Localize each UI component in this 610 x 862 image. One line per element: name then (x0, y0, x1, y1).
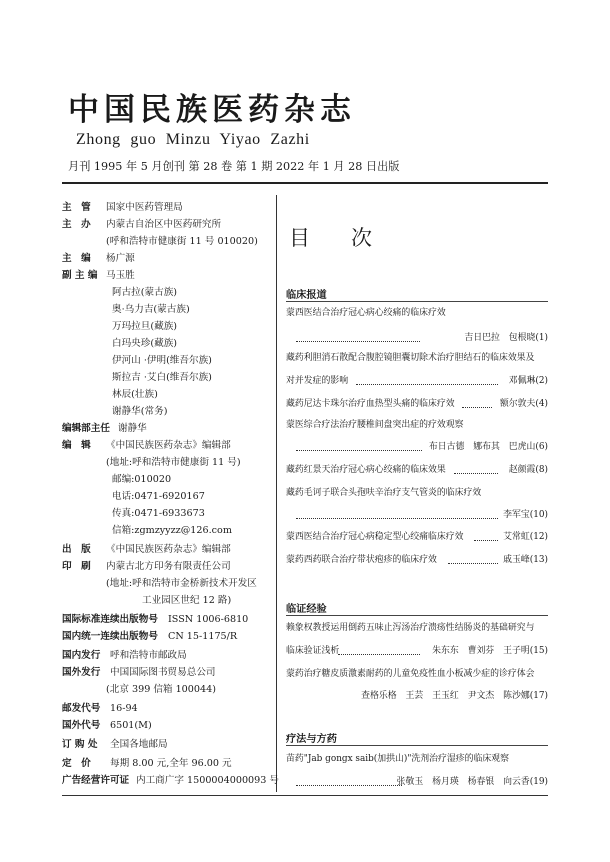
postal-code: 16-94 (110, 703, 138, 714)
section-heading: 疗法与方药 (286, 733, 337, 745)
toc-entry-title[interactable]: 蒙医综合疗法治疗腰椎间盘突出症的疗效观察 (286, 420, 464, 430)
subscribe: 全国各地邮局 (110, 739, 168, 750)
toc-entry-title[interactable]: 藏药红景天治疗冠心病心绞痛的临床效果 (286, 465, 446, 475)
deputy-editor: 马玉胜 (106, 270, 135, 281)
edit-address: (地址:呼和浩特市健康街 11 号) (106, 457, 241, 468)
toc-entry-authors: 额尔敦夫(4) (499, 399, 548, 409)
printer-address: 工业园区世纪 12 路) (142, 595, 232, 606)
footer-divider (62, 795, 548, 796)
edit-org: 《中国民族医药杂志》编辑部 (106, 440, 231, 451)
deputy-editor: 阿古拉(蒙古族) (112, 287, 178, 298)
printer-address: (地址:呼和浩特市金桥新技术开发区 (106, 578, 257, 589)
column-divider (276, 195, 277, 792)
section-rule (286, 615, 548, 616)
toc-entry-title-cont[interactable]: 对并发症的影响 (286, 376, 349, 386)
price: 每期 8.00 元,全年 96.00 元 (110, 758, 232, 769)
supervisor: 国家中医药管理局 (106, 202, 183, 213)
domestic-distribution: 呼和浩特市邮政局 (110, 650, 187, 661)
leader-dots (296, 785, 402, 786)
section-heading: 临证经验 (286, 603, 327, 615)
leader-dots (296, 341, 420, 342)
domestic-distribution-label: 国内发行 (62, 650, 101, 661)
toc-entry-title[interactable]: 赖象权教授运用倒药五味止泻汤治疗溃疡性结肠炎的基础研究与 (286, 623, 535, 633)
foreign-code: 6501(M) (110, 720, 152, 731)
issn-label: 国际标准连续出版物号 (62, 614, 158, 625)
publisher-label: 出 版 (62, 544, 91, 555)
editor: 杨广源 (106, 253, 135, 264)
toc-entry-title[interactable]: 藏药尼达卡珠尔治疗血热型头痛的临床疗效 (286, 399, 455, 409)
toc-entry-title-cont[interactable]: 临床验证浅析 (286, 646, 340, 656)
leader-dots (448, 563, 498, 564)
journal-title-en: Zhong guo Minzu Yiyao Zazhi (76, 131, 310, 148)
cn-number: CN 15-1175/R (168, 631, 238, 642)
header-divider (62, 182, 548, 184)
editor-label: 主 编 (62, 253, 91, 264)
toc-entry-authors: 艾常虹(12) (503, 532, 548, 542)
journal-title-cn: 中国民族医药杂志 (68, 92, 356, 128)
issn: ISSN 1006-6810 (168, 614, 249, 625)
toc-entry-authors: 赵颜霞(8) (508, 465, 548, 475)
section-rule (286, 301, 548, 302)
sponsor-address: (呼和浩特市健康街 11 号 010020) (106, 236, 258, 247)
price-label: 定 价 (62, 758, 91, 769)
toc-entry-authors: 查格乐格 王芸 王玉红 尹文杰 陈沙娜(17) (361, 691, 548, 701)
deputy-editor: 斯拉吉 ·艾白(维吾尔族) (112, 372, 212, 383)
leader-dots (356, 384, 498, 385)
supervisor-label: 主 管 (62, 202, 91, 213)
leader-dots (338, 654, 420, 655)
toc-entry-title[interactable]: 藏药利胆消石散配合腹腔镜胆囊切除术治疗胆结石的临床效果及 (286, 353, 535, 363)
leader-dots (474, 540, 498, 541)
ad-license: 内工商广字 1500004000093 号 (136, 775, 280, 786)
phone: 电话:0471-6920167 (112, 491, 205, 502)
leader-dots (454, 473, 498, 474)
deputy-editor: 林辰(壮族) (112, 389, 158, 400)
office-director-label: 编辑部主任 (62, 423, 110, 434)
fax: 传真:0471-6933673 (112, 508, 205, 519)
ad-license-label: 广告经营许可证 (62, 775, 130, 786)
cn-label: 国内统一连续出版物号 (62, 631, 158, 642)
toc-entry-title[interactable]: 苗药"Jab gongx saib(加拱山)"洗剂治疗湿疹的临床观察 (286, 754, 510, 764)
toc-entry-title[interactable]: 藏药毛诃子联合头孢呋辛治疗支气管炎的临床疗效 (286, 488, 482, 498)
section-rule (286, 745, 548, 746)
deputy-editor: 奥·乌力吉(蒙古族) (112, 304, 190, 315)
foreign-distribution-address: (北京 399 信箱 100044) (106, 684, 216, 695)
foreign-distribution: 中国国际图书贸易总公司 (110, 667, 216, 678)
toc-entry-title[interactable]: 蒙西医结合治疗冠心病稳定型心绞痛临床疗效 (286, 532, 464, 542)
email[interactable]: 信箱:zgmzyyzz@126.com (112, 525, 232, 536)
publication-info: 月刊 1995 年 5 月创刊 第 28 卷 第 1 期 2022 年 1 月 28 日出版 (68, 160, 400, 173)
toc-entry-title[interactable]: 蒙药西药联合治疗带状疱疹的临床疗效 (286, 555, 437, 565)
toc-entry-authors: 布日古德 娜布其 巴虎山(6) (428, 442, 548, 452)
section-heading: 临床报道 (286, 289, 327, 301)
foreign-code-label: 国外代号 (62, 720, 101, 731)
toc-entry-authors: 吉日巴拉 包根晓(1) (464, 333, 548, 343)
toc-title: 目 次 (289, 226, 382, 250)
sponsor-label: 主 办 (62, 219, 91, 230)
printer-label: 印 刷 (62, 561, 91, 572)
subscribe-label: 订 购 处 (62, 739, 98, 750)
leader-dots (296, 450, 422, 451)
edit-label: 编 辑 (62, 440, 91, 451)
leader-dots (296, 518, 498, 519)
deputy-editor: 谢静华(常务) (112, 406, 168, 417)
postcode: 邮编:010020 (112, 474, 172, 485)
office-director: 谢静华 (118, 423, 147, 434)
deputy-editor: 伊河山 ·伊明(维吾尔族) (112, 355, 212, 366)
toc-entry-title[interactable]: 蒙西医结合治疗冠心病心绞痛的临床疗效 (286, 308, 446, 318)
leader-dots (462, 407, 492, 408)
printer: 内蒙古北方印务有限责任公司 (106, 561, 231, 572)
toc-entry-authors: 邓佩琳(2) (508, 376, 548, 386)
toc-entry-authors: 戚玉峰(13) (503, 555, 548, 565)
postal-code-label: 邮发代号 (62, 703, 101, 714)
toc-entry-authors: 张敬玉 杨月瑛 杨春银 向云香(19) (396, 777, 548, 787)
foreign-distribution-label: 国外发行 (62, 667, 101, 678)
sponsor: 内蒙古自治区中医药研究所 (106, 219, 222, 230)
deputy-editor-label: 副 主 编 (62, 270, 98, 281)
deputy-editor: 白玛央珍(藏族) (112, 338, 178, 349)
toc-entry-title[interactable]: 蒙药治疗糖皮质激素耐药的儿童免疫性血小板减少症的诊疗体会 (286, 669, 535, 679)
publisher: 《中国民族医药杂志》编辑部 (106, 544, 231, 555)
deputy-editor: 万玛拉旦(藏族) (112, 321, 178, 332)
toc-entry-authors: 李军宝(10) (503, 510, 548, 520)
toc-entry-authors: 朱东东 曹刘芬 王子明(15) (432, 646, 548, 656)
